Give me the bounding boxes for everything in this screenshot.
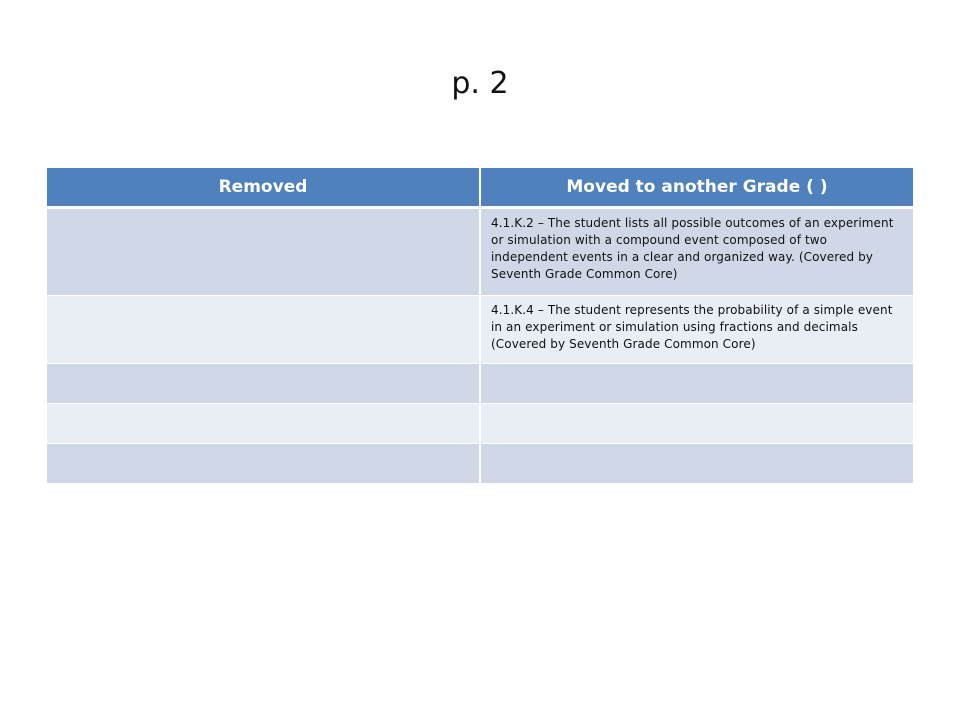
header-removed: Removed xyxy=(47,168,480,208)
cell-moved: 4.1.K.4 – The student represents the probability of a simple event in an experiment or simulation using fractions and decimals (Covered by Seventh Grade Common Core) xyxy=(480,296,913,364)
table-header-row xyxy=(47,168,913,208)
cell-removed xyxy=(47,296,480,364)
header-moved: Moved to another Grade ( ) xyxy=(480,168,913,208)
cell-moved xyxy=(480,404,913,444)
table-row xyxy=(47,444,913,484)
cell-moved xyxy=(480,444,913,484)
table-row xyxy=(47,404,913,444)
standards-table xyxy=(47,168,913,484)
cell-removed xyxy=(47,404,480,444)
cell-moved xyxy=(480,364,913,404)
table-row xyxy=(47,296,913,364)
cell-removed xyxy=(47,208,480,296)
table-row xyxy=(47,208,913,296)
cell-removed xyxy=(47,364,480,404)
cell-removed xyxy=(47,444,480,484)
table-row xyxy=(47,364,913,404)
slide-title: p. 2 xyxy=(451,66,509,101)
cell-moved: 4.1.K.2 – The student lists all possible outcomes of an experiment or simulation with a compound event composed of two independent events in a clear and organized way. (Covered by Seventh Grade Common Core) xyxy=(480,208,913,296)
